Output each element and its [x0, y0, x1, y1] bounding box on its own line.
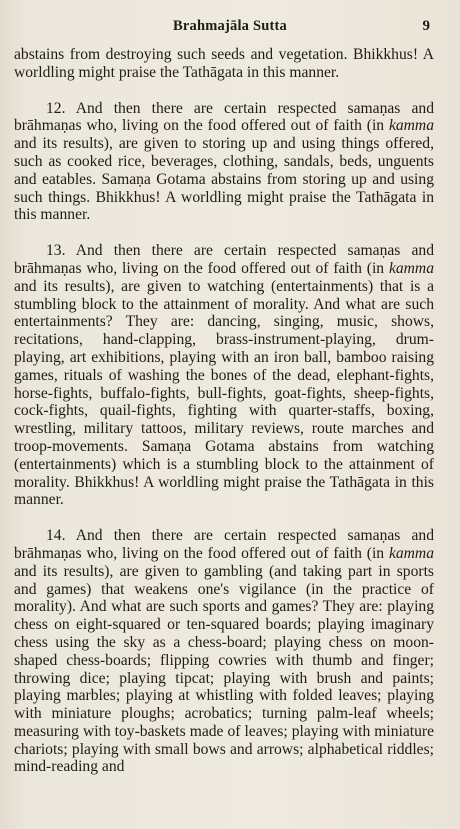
paragraph-text: and its results), are given to gambling (and taking part in sports and games) that weakens one's vigilance (in the practice of morality). And what are such sports and games? They are: playing chess on eight-squared or ten-squared boards; playing imaginary chess using the sky as a chess-board; playing chess on moon-shaped chess-boards; flipping cowries with thumb and finger; throwing dice; playing tipcat; playing with brush and paints; playing marbles; playing at whistling with folded leaves; playing with miniature ploughs; acrobatics; turning palm-leaf wheels; measuring with toy-baskets made of leaves; playing with miniature chariots; playing with small bows and arrows; alphabetical riddles; mind-reading and	[14, 562, 434, 776]
body-text	[14, 46, 434, 776]
running-title: Brahmajāla Sutta	[173, 18, 287, 34]
paragraph-13	[14, 242, 434, 509]
paragraph-text: 13. And then there are certain respected samaṇas and brāhmaṇas who, living on the food offered out of faith (in	[14, 242, 434, 277]
paragraph-14	[14, 527, 434, 776]
paragraph-continued	[14, 46, 434, 82]
italic-term: kamma	[388, 259, 434, 277]
paragraph-text: and its results), are given to watching (entertainments) that is a stumbling block to the attainment of morality. And what are such entertainments? They are: dancing, singing, music, shows, recitations, hand-clapping, brass-instrument-playing, drum-playing, art exhibitions, playing with an iron ball, bamboo raising games, rituals of washing the bones of the dead, elephant-fights, horse-fights, buffalo-fights, bull-fights, goat-fights, sheep-fights, cock-fights, quail-fights, fighting with quarter-staffs, boxing, wrestling, military tattoos, military reviews, route marches and troop-movements. Samaṇa Gotama abstains from watching (entertainments) which is a stumbling block to the attainment of morality. Bhikkhus! A worldling might praise the Tathāgata in this manner.	[14, 277, 434, 509]
paragraph-text: 14. And then there are certain respected samaṇas and brāhmaṇas who, living on the food offered out of faith (in	[14, 527, 434, 562]
italic-term: kamma	[388, 117, 434, 135]
page-header	[0, 18, 460, 40]
paragraph-text: and its results), are given to storing up and using things offered, such as cooked rice, beverages, clothing, sandals, beds, unguents and eatables. Samaṇa Gotama abstains from storing up and using such things. Bhikkhus! A worldling might praise the Tathāgata in this manner.	[14, 135, 434, 224]
italic-term: kamma	[388, 544, 434, 562]
paragraph-12	[14, 100, 434, 225]
paragraph-text: 12. And then there are certain respected samaṇas and brāhmaṇas who, living on the food offered out of faith (in	[14, 99, 434, 135]
paragraph-text: abstains from destroying such seeds and vegetation. Bhikkhus! A worldling might praise the Tathāgata in this manner.	[14, 46, 434, 81]
page-number: 9	[422, 18, 430, 34]
